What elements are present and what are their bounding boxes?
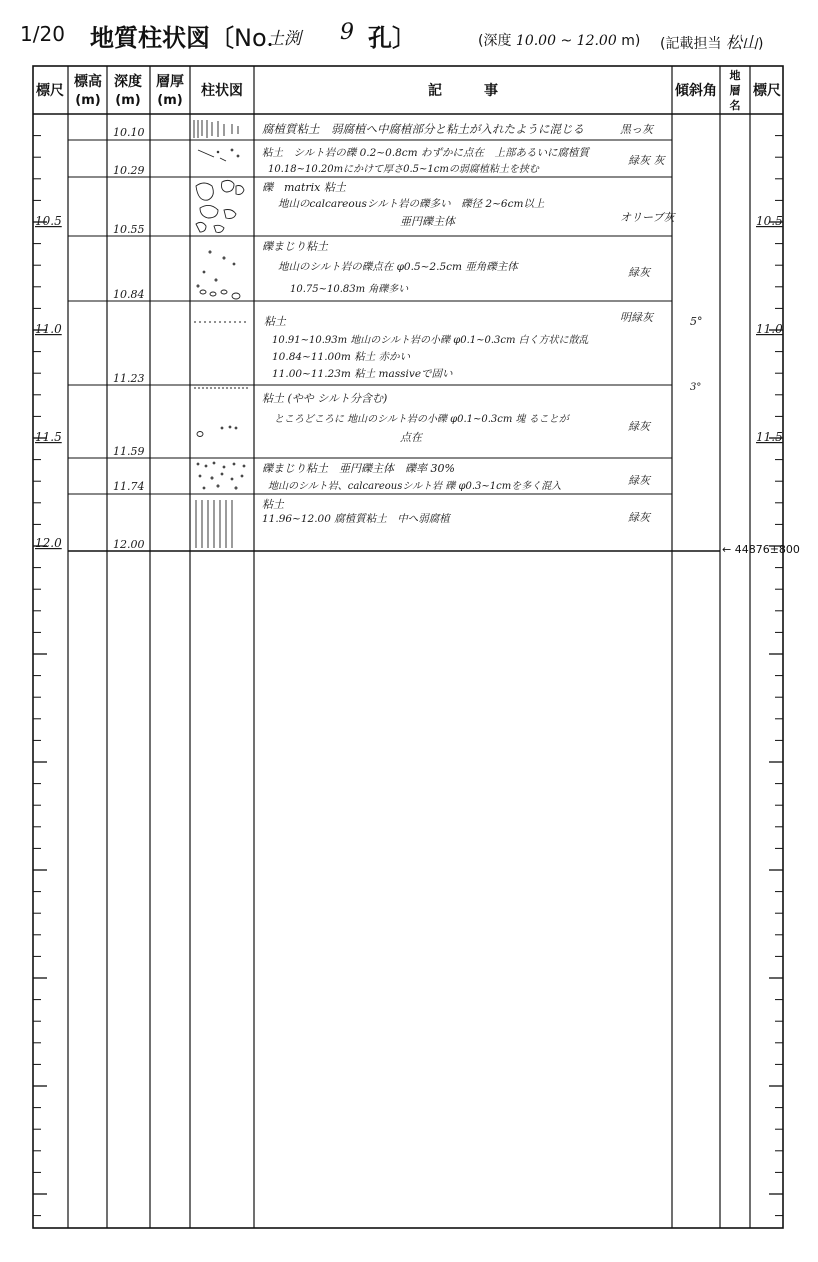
description-line: 粘土 (264, 315, 286, 328)
soil-color: 緑灰 (628, 511, 650, 524)
lithology-column (194, 120, 250, 548)
column-lines (68, 66, 750, 1228)
clay-dotted-pattern (194, 322, 250, 388)
scale-label: 11.5 (35, 430, 62, 444)
humic-clay-pattern (194, 120, 238, 138)
col-formation-2: 層 (729, 84, 741, 97)
description-line: 地山のcalcareousシルト岩の礫多い 礫径 2~6cm以上 (278, 198, 545, 210)
description-line: 10.75~10.83m 角礫多い (290, 284, 409, 295)
soil-color: オリーブ灰 (620, 211, 675, 224)
col-elevation-header: 標高 (74, 74, 102, 90)
depth-value: 10.29 (113, 164, 145, 177)
site-text: 土渕 (267, 29, 301, 49)
col-description-header: 記 事 (428, 83, 498, 99)
description-line: 10.91~10.93m 地山のシルト岩の小礫 φ0.1~0.3cm 白く方状に散乱 (272, 335, 589, 346)
dip-value: 5° (690, 315, 703, 328)
scale-ratio-text: 1/20 (20, 22, 65, 46)
description-line: 粘土 (やや シルト分含む) (262, 392, 388, 405)
recorder-label: (記載担当 (660, 36, 722, 52)
recorder-name: 松山 (725, 33, 758, 52)
gravel-pattern (196, 180, 244, 232)
description-line: 地山のシルト岩の礫点在 φ0.5~2.5cm 亜角礫主体 (278, 261, 518, 273)
depth-value: 10.55 (113, 223, 145, 236)
depth-value: 12.00 (113, 538, 145, 551)
scale-label: 11.0 (35, 322, 62, 336)
hole-suffix-text: 孔 (368, 24, 392, 52)
description-line: 礫まじり粘土 亜円礫主体 礫率 30% (262, 462, 455, 475)
col-dip-header: 傾斜角 (675, 83, 717, 99)
sheet-frame (33, 66, 783, 1228)
description-line: 礫まじり粘土 (262, 240, 328, 253)
silty-clay-pattern (197, 426, 237, 436)
soil-color: 黒っ灰 (620, 123, 653, 136)
depth-value: 10.84 (113, 288, 145, 301)
soil-colors (620, 123, 676, 524)
scale-ticks (33, 136, 783, 1216)
description-line: 11.00~11.23m 粘土 massiveで固い (272, 368, 453, 380)
description-line: 粘土 (262, 498, 284, 511)
soil-color: 緑灰 (628, 474, 650, 487)
humic-clay-2-pattern (196, 500, 232, 548)
age-annotation: ← 44876±800 (722, 543, 800, 556)
scale-label: 11.0 (756, 322, 783, 336)
col-thickness-unit: (m) (157, 93, 183, 108)
scale-label: 11.5 (756, 430, 783, 444)
depth-value: 11.23 (113, 372, 145, 385)
bracket-open: 〔 (210, 24, 234, 52)
gravelly-clay-pattern (197, 251, 240, 299)
title-text: 地質柱状図 (90, 24, 210, 52)
soil-color: 緑灰 灰 (628, 154, 665, 167)
description-line: ところどころに 地山のシルト岩の小礫 φ0.1~0.3cm 塊 ることが (274, 414, 569, 425)
depth-value: 11.74 (113, 480, 145, 493)
no-label: No. (234, 24, 274, 52)
gravelly-clay-2-pattern (197, 462, 245, 489)
col-thickness-header: 層厚 (156, 74, 184, 90)
dip-value: 3° (690, 382, 702, 393)
scale-labels-right (756, 214, 783, 444)
description-line: 10.84~11.00m 粘土 赤かい (272, 351, 411, 363)
col-depth-unit: (m) (115, 93, 141, 108)
scale-label: 12.0 (35, 536, 62, 550)
hole-number-text: 9 (340, 20, 354, 45)
depth-value: 11.59 (113, 445, 145, 458)
scale-label: 10.5 (35, 214, 62, 228)
col-formation-3: 名 (729, 99, 741, 112)
scale-labels-left (35, 214, 62, 550)
col-scale-header: 標尺 (36, 83, 64, 99)
col-elevation-unit: (m) (75, 93, 101, 108)
depth-values (113, 126, 145, 551)
description-line: 亜円礫主体 (400, 215, 455, 228)
description-line: 地山のシルト岩、calcareousシルト岩 礫 φ0.3~1cmを多く混入 (268, 481, 562, 492)
soil-color: 緑灰 (628, 420, 650, 433)
depth-unit: m) (621, 33, 641, 49)
depth-label: (深度 (478, 33, 512, 49)
scale-label: 10.5 (756, 214, 783, 228)
clay-pattern (198, 149, 239, 161)
bracket-close: 〕 (392, 24, 416, 52)
depth-value: 10.10 (113, 126, 145, 139)
description-line: 11.96~12.00 腐植質粘土 中へ弱腐植 (262, 513, 450, 525)
col-formation-1: 地 (729, 69, 741, 82)
description-line: 粘土 シルト岩の礫 0.2~0.8cm わずかに点在 上部あるいに腐植質 (262, 147, 589, 159)
soil-color: 明緑灰 (620, 311, 653, 324)
description-line: 腐植質粘土 弱腐植へ中腐植部分と粘土が入れたように混じる (262, 122, 584, 136)
col-scale-right-header: 標尺 (753, 83, 781, 99)
soil-color: 緑灰 (628, 266, 650, 279)
depth-sep: ~ (560, 33, 573, 49)
depth-to: 12.00 (576, 33, 617, 49)
col-column-header: 柱状図 (201, 83, 243, 99)
col-depth-header: 深度 (114, 74, 142, 90)
depth-from: 10.00 (515, 33, 557, 49)
description-line: 10.18~10.20mにかけて厚さ0.5~1cmの弱腐植粘土を挟む (268, 164, 539, 175)
descriptions (262, 122, 590, 525)
description-line: 礫 matrix 粘土 (262, 181, 346, 194)
description-line: 点在 (400, 431, 422, 444)
recorder-close: ) (757, 36, 764, 52)
